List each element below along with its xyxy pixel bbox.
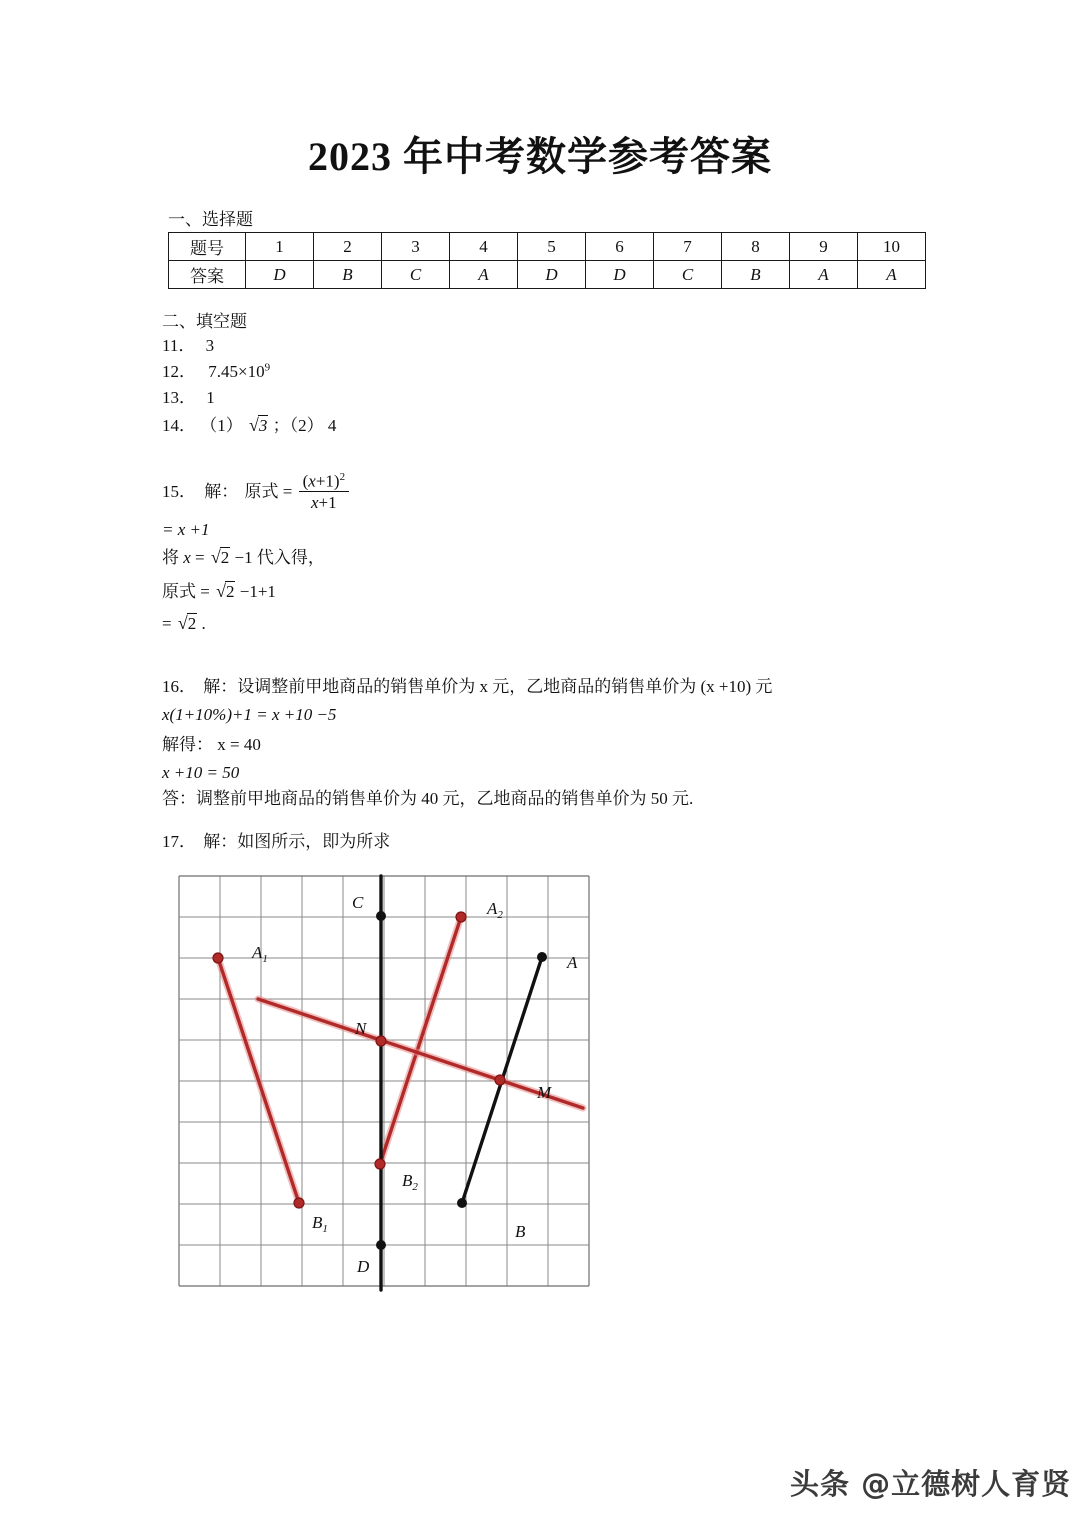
table-cell-number: 10 [858,233,926,261]
red-vertex-point [376,1036,386,1046]
point-label: $A_2$ [487,899,503,921]
black-vertex-point [537,952,547,962]
table-cell-number: 7 [654,233,722,261]
question-number-16: 16． [162,677,196,696]
solution-16-line-1 [162,675,772,700]
page-title: 2023 年中考数学参考答案 [308,134,772,179]
item-value: 1 [206,388,215,407]
item-number: 13． [162,388,196,407]
radicand: 2 [220,548,230,567]
item-exponent: 9 [264,361,271,374]
black-vertex-point [457,1198,467,1208]
answer-item-11 [162,334,214,359]
numerator-rest: +1) [315,471,340,491]
expression-lead: 原式 = [244,482,293,502]
paren-open: ( [302,471,309,491]
point-label: $B_1$ [312,1213,328,1235]
line4-lead: 原式 = [162,582,215,601]
line3-equals: = [190,548,209,567]
table-row-question-numbers [169,233,926,261]
table-cell-number: 5 [518,233,586,261]
point-label: C [352,893,364,912]
item-value: 3 [205,336,215,355]
line3-variable: x [183,548,191,567]
table-cell-answer: D [586,261,654,289]
point-label: B [515,1222,526,1241]
item-value-2: 4 [327,416,337,435]
table-cell-answer: D [518,261,586,289]
table-row-answers [169,261,926,289]
black-vertex-point [376,1240,386,1250]
item-number: 11． [162,336,196,355]
point-label: N [355,1019,367,1038]
answer-item-13 [162,386,215,411]
question-number-17: 17． [162,832,196,851]
table-cell-answer: A [790,261,858,289]
table-cell-answer: D [246,261,314,289]
multiple-choice-answer-table [168,232,926,289]
line5-tail: . [197,614,206,633]
square-root-expression: √2 [210,547,230,567]
item-number: 14． [162,416,196,435]
table-cell-number: 3 [382,233,450,261]
line3-tail: −1 代入得， [230,548,325,567]
item-value: 7.45×10 [208,362,265,381]
table-cell-number: 1 [246,233,314,261]
square-root-expression: √2 [216,581,235,601]
square-root-expression: √2 [177,613,197,633]
row-label-question-number: 题号 [169,233,246,261]
red-vertex-point [294,1198,304,1208]
table-cell-number: 2 [314,233,382,261]
solve-word: 解： [204,482,239,502]
solution-16-line-5: 答：调整前甲地商品的销售单价为 40 元，乙地商品的销售单价为 50 元. [162,789,694,808]
fraction-numerator [299,471,349,491]
radicand: 3 [258,416,268,435]
table-cell-answer: A [450,261,518,289]
red-vertex-point [495,1075,505,1085]
table-cell-answer: C [654,261,722,289]
denominator-variable: x [311,493,319,513]
point-label: A [567,953,578,972]
red-vertex-point [213,953,223,963]
solution-16-text-1: 解：设调整前甲地商品的销售单价为 x 元，乙地商品的销售单价为 (x +10) 元 [203,677,773,696]
fraction-denominator [299,491,349,513]
point-label-subscript: 2 [412,1181,418,1193]
table-cell-number: 6 [586,233,654,261]
solution-15-line-1 [162,472,351,514]
point-label-subscript: 2 [497,909,503,921]
point-label: $A_1$ [252,943,268,965]
item-number: 12． [162,362,196,381]
solution-15-line-2: = x +1 [162,520,210,539]
line4-tail: −1+1 [235,582,276,601]
table-cell-number: 4 [450,233,518,261]
answer-item-14 [162,412,336,439]
row-label-answer: 答案 [169,261,246,289]
denominator-rest: +1 [318,493,337,513]
table-cell-number: 9 [790,233,858,261]
red-vertex-point [456,912,466,922]
table-cell-answer: B [722,261,790,289]
radicand: 2 [187,614,197,633]
watermark: 头条 @立德树人育贤 [790,1467,1072,1501]
item-separator: ；（2） [272,416,324,435]
fraction-expression [299,471,349,513]
line5-lead: = [162,614,176,633]
black-vertex-point [376,911,386,921]
answer-item-12 [162,360,270,385]
table-cell-answer: C [382,261,450,289]
solution-16-line-4: x +10 = 50 [162,763,240,782]
solution-16-line-2: x(1+10%)+1 = x +10 −5 [162,705,337,724]
red-vertex-point [375,1159,385,1169]
table-cell-answer: A [858,261,926,289]
point-label: D [357,1257,370,1276]
square-root-expression: √3 [249,415,268,435]
red-segment [258,999,583,1108]
point-label-subscript: 1 [262,953,268,965]
point-label: M [537,1083,552,1102]
table-cell-number: 8 [722,233,790,261]
solution-15-line-4 [162,578,276,605]
numerator-exponent: 2 [339,471,346,483]
solution-15-line-5 [162,610,206,637]
solution-17-text: 解：如图所示，即为所求 [203,832,391,851]
solution-17-line-1 [162,830,390,855]
table-cell-answer: B [314,261,382,289]
geometry-figure [170,866,600,1306]
numerator-variable: x [308,471,316,491]
item-prefix: （1） [200,416,243,435]
line3-lead: 将 [162,548,184,567]
radicand: 2 [225,582,235,601]
point-label-subscript: 1 [322,1223,328,1235]
geometry-figure-svg [170,866,600,1306]
point-label: $B_2$ [402,1171,418,1193]
question-number-15: 15． [162,482,196,502]
solution-16-line-3: 解得： x = 40 [162,735,261,754]
section-heading-multiple-choice: 一、选择题 [168,210,253,229]
solution-15-line-3 [162,544,325,571]
section-heading-fill-in-blank: 二、填空题 [162,312,247,331]
